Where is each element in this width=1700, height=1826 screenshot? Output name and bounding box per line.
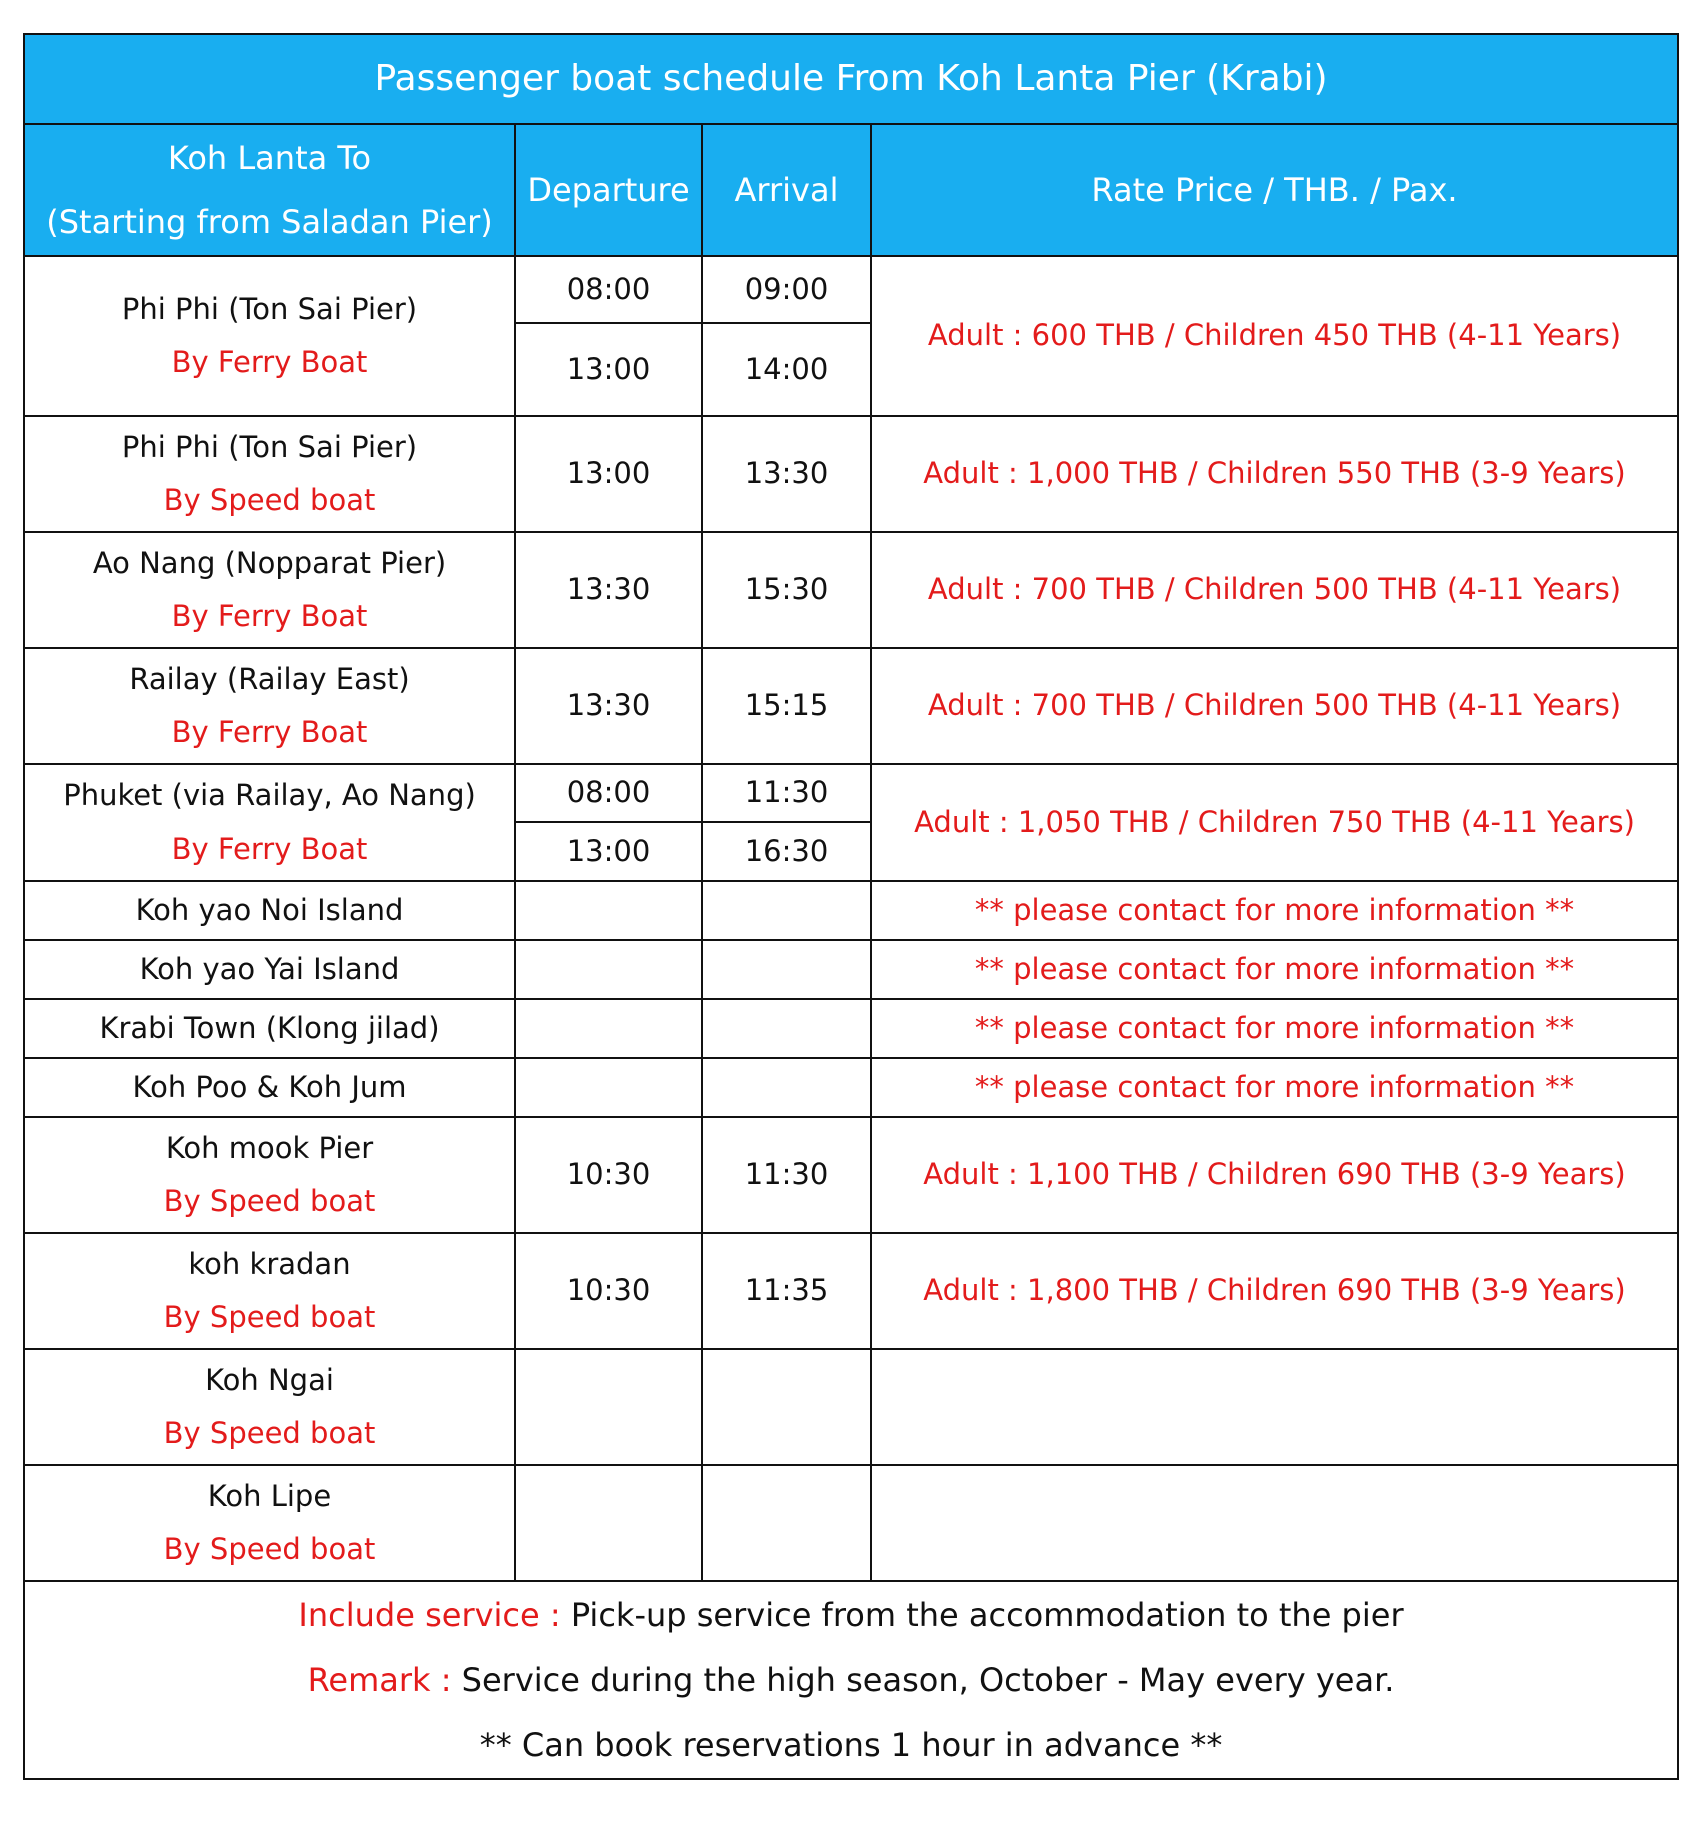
rate-cell: Adult : 1,050 THB / Children 750 THB (4-11 Years)	[871, 764, 1678, 881]
rate-cell	[871, 1465, 1678, 1581]
arrival-time	[702, 1465, 871, 1581]
rate-cell: Adult : 1,000 THB / Children 550 THB (3-9 Years)	[871, 416, 1678, 532]
table-row	[24, 940, 1678, 999]
destination-cell	[24, 648, 515, 764]
departure-time: 10:30	[515, 1233, 702, 1349]
departure-time: 13:00	[515, 822, 702, 881]
departure-time	[515, 1349, 702, 1465]
table-row	[24, 1117, 1678, 1233]
table-row	[24, 256, 1678, 323]
destination-cell	[24, 416, 515, 532]
arrival-time	[702, 881, 871, 940]
destination-name: Koh yao Yai Island	[24, 940, 515, 999]
destination-cell	[24, 532, 515, 648]
arrival-time	[702, 1058, 871, 1117]
arrival-time: 13:30	[702, 416, 871, 532]
destination-name: Phi Phi (Ton Sai Pier)	[121, 429, 418, 464]
rate-cell: ** please contact for more information **	[871, 940, 1678, 999]
destination-name: Koh Poo & Koh Jum	[24, 1058, 515, 1117]
transport-mode: By Speed boat	[163, 1300, 376, 1334]
departure-time	[515, 1465, 702, 1581]
table-row	[24, 881, 1678, 940]
remark-line	[25, 1648, 1677, 1713]
departure-time: 13:30	[515, 648, 702, 764]
transport-mode: By Ferry Boat	[171, 599, 368, 633]
destination-name: Koh Lipe	[207, 1478, 332, 1513]
destination-cell	[24, 764, 515, 881]
destination-cell	[24, 1233, 515, 1349]
departure-time: 08:00	[515, 256, 702, 323]
departure-time	[515, 999, 702, 1058]
arrival-time: 14:00	[702, 323, 871, 416]
header-rate: Rate Price / THB. / Pax.	[871, 124, 1678, 256]
table-row	[24, 999, 1678, 1058]
destination-cell	[24, 1465, 515, 1581]
remark-label: Remark :	[307, 1660, 452, 1699]
departure-time	[515, 881, 702, 940]
header-destination-line2: (Starting from Saladan Pier)	[46, 203, 493, 241]
header-departure: Departure	[515, 124, 702, 256]
transport-mode: By Ferry Boat	[171, 715, 368, 749]
transport-mode: By Speed boat	[163, 1532, 376, 1566]
destination-cell	[24, 256, 515, 416]
departure-time: 13:00	[515, 323, 702, 416]
table-row	[24, 416, 1678, 532]
include-service-text: Pick-up service from the accommodation to the pier	[560, 1595, 1404, 1634]
destination-name: Koh Ngai	[205, 1362, 334, 1397]
table-row	[24, 532, 1678, 648]
table-row	[24, 1233, 1678, 1349]
arrival-time: 15:30	[702, 532, 871, 648]
departure-time	[515, 940, 702, 999]
transport-mode: By Speed boat	[163, 1184, 376, 1218]
footer-row	[24, 1581, 1678, 1779]
rate-cell: Adult : 1,100 THB / Children 690 THB (3-9 Years)	[871, 1117, 1678, 1233]
destination-name: Koh yao Noi Island	[24, 881, 515, 940]
destination-cell	[24, 1349, 515, 1465]
arrival-time	[702, 1349, 871, 1465]
arrival-time	[702, 940, 871, 999]
rate-cell: ** please contact for more information **	[871, 1058, 1678, 1117]
transport-mode: By Speed boat	[163, 1416, 376, 1450]
destination-name: Koh mook Pier	[165, 1130, 374, 1165]
table-row	[24, 1465, 1678, 1581]
destination-cell	[24, 1117, 515, 1233]
rate-cell: ** please contact for more information **	[871, 999, 1678, 1058]
rate-cell	[871, 1349, 1678, 1465]
include-service-line	[25, 1583, 1677, 1648]
destination-name: Phuket (via Railay, Ao Nang)	[63, 778, 476, 813]
header-arrival: Arrival	[702, 124, 871, 256]
rate-cell: Adult : 600 THB / Children 450 THB (4-11 Years)	[871, 256, 1678, 416]
transport-mode: By Ferry Boat	[171, 345, 368, 379]
schedule-title: Passenger boat schedule From Koh Lanta Pier (Krabi)	[24, 34, 1678, 124]
header-destination	[24, 124, 515, 256]
table-row	[24, 1058, 1678, 1117]
transport-mode: By Speed boat	[163, 483, 376, 517]
arrival-time: 09:00	[702, 256, 871, 323]
table-row	[24, 764, 1678, 822]
rate-cell: Adult : 700 THB / Children 500 THB (4-11 Years)	[871, 648, 1678, 764]
footer-notes	[24, 1581, 1678, 1779]
arrival-time: 15:15	[702, 648, 871, 764]
departure-time: 13:00	[515, 416, 702, 532]
departure-time	[515, 1058, 702, 1117]
arrival-time: 11:35	[702, 1233, 871, 1349]
arrival-time: 11:30	[702, 764, 871, 822]
departure-time: 08:00	[515, 764, 702, 822]
destination-name: Ao Nang (Nopparat Pier)	[92, 545, 447, 580]
destination-name: Railay (Railay East)	[129, 661, 410, 696]
rate-cell: ** please contact for more information **	[871, 881, 1678, 940]
arrival-time: 11:30	[702, 1117, 871, 1233]
transport-mode: By Ferry Boat	[171, 831, 368, 866]
remark-text: Service during the high season, October - May every year.	[451, 1660, 1395, 1699]
departure-time: 13:30	[515, 532, 702, 648]
include-service-label: Include service :	[298, 1595, 561, 1634]
rate-cell: Adult : 1,800 THB / Children 690 THB (3-9 Years)	[871, 1233, 1678, 1349]
table-row	[24, 1349, 1678, 1465]
boat-schedule-table	[23, 33, 1679, 1780]
rate-cell: Adult : 700 THB / Children 500 THB (4-11 Years)	[871, 532, 1678, 648]
arrival-time: 16:30	[702, 822, 871, 881]
destination-name: Krabi Town (Klong jilad)	[24, 999, 515, 1058]
header-destination-line1: Koh Lanta To	[167, 139, 372, 177]
table-row	[24, 648, 1678, 764]
departure-time: 10:30	[515, 1117, 702, 1233]
advance-booking-note: ** Can book reservations 1 hour in advance **	[479, 1725, 1223, 1764]
destination-name: koh kradan	[188, 1246, 351, 1281]
destination-name: Phi Phi (Ton Sai Pier)	[121, 291, 418, 326]
arrival-time	[702, 999, 871, 1058]
